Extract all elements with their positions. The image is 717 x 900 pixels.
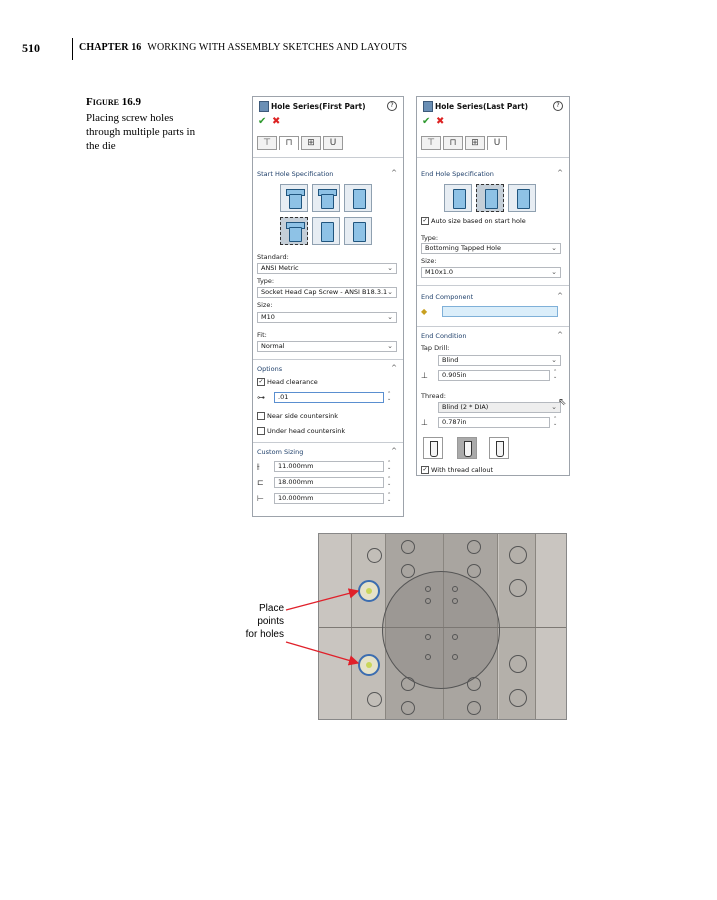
tab-middle-hole-icon[interactable]: ⊓ xyxy=(443,136,463,150)
chapter-title: WORKING WITH ASSEMBLY SKETCHES AND LAYOUTS xyxy=(147,42,408,53)
thread-select[interactable] xyxy=(438,402,561,413)
type-value: Socket Head Cap Screw - ANSI B18.3.1 xyxy=(261,288,388,296)
bolt-hole xyxy=(367,548,382,563)
pin-hole xyxy=(425,654,431,660)
size-select[interactable] xyxy=(421,267,561,278)
separator xyxy=(417,326,569,327)
help-icon[interactable]: ? xyxy=(553,101,563,111)
chevron-down-icon: ⌄ xyxy=(387,342,393,350)
bolt-hole xyxy=(509,655,527,673)
chapter-label: CHAPTER 16 xyxy=(79,42,142,53)
chevron-down-icon: ⌄ xyxy=(551,403,557,411)
hole-series-first-part-panel xyxy=(252,96,404,517)
pin-hole xyxy=(452,586,458,592)
auto-size-label: Auto size based on start hole xyxy=(431,217,526,225)
pipe-tap-hole-button[interactable] xyxy=(344,217,372,245)
head-clearance-input[interactable]: .01 xyxy=(274,392,384,403)
type-select[interactable] xyxy=(257,287,397,298)
tab-part-selection-icon[interactable]: ⊞ xyxy=(465,136,485,150)
figure-caption: Placing screw holes through multiple parts in the die xyxy=(86,112,196,152)
separator xyxy=(417,285,569,286)
chapter-header xyxy=(79,42,407,53)
size-label: Size: xyxy=(421,257,437,265)
spinner-icon[interactable]: ⌃ ⌄ xyxy=(387,460,392,471)
tapped-hole-button[interactable] xyxy=(312,217,340,245)
spinner-icon[interactable]: ⌃ ⌄ xyxy=(553,416,558,427)
head-clearance-icon: ⊶ xyxy=(257,393,265,402)
chevron-down-icon: ⌄ xyxy=(551,244,557,252)
under-head-countersink-checkbox[interactable] xyxy=(257,427,345,435)
size-label: Size: xyxy=(257,301,273,309)
thread-option-drill-button[interactable] xyxy=(423,437,443,459)
custom-size-input-1[interactable]: 11.000mm xyxy=(274,461,384,472)
fit-label: Fit: xyxy=(257,331,267,339)
auto-size-checkbox[interactable] xyxy=(421,217,526,225)
fit-value: Normal xyxy=(261,342,285,350)
bolt-hole xyxy=(467,701,481,715)
head-clearance-label: Head clearance xyxy=(267,378,318,386)
collapse-chevron-icon[interactable]: ^ xyxy=(557,292,563,300)
diameter-size-icon: ⫲ xyxy=(257,462,260,471)
tapped-hole-button[interactable] xyxy=(444,184,472,212)
straight-hole-button[interactable] xyxy=(344,184,372,212)
collapse-chevron-icon[interactable]: ^ xyxy=(391,447,397,455)
checkbox-checked-icon: ✓ xyxy=(422,217,428,224)
head-diameter-icon: ⊏ xyxy=(257,478,264,487)
help-icon[interactable]: ? xyxy=(387,101,397,111)
type-value: Bottoming Tapped Hole xyxy=(425,244,501,252)
pin-hole xyxy=(452,654,458,660)
tab-end-hole-icon[interactable]: U xyxy=(487,136,507,150)
arrow-to-lower-point xyxy=(286,642,358,663)
section-end-condition: End Condition xyxy=(421,332,467,340)
checkbox-empty-icon xyxy=(257,427,265,435)
section-end-component: End Component xyxy=(421,293,474,301)
thread-label: Thread: xyxy=(421,392,446,400)
standard-select[interactable] xyxy=(257,263,397,274)
tap-drill-value: Blind xyxy=(442,356,459,364)
hole-series-icon xyxy=(259,101,269,112)
page-number: 510 xyxy=(22,41,40,55)
collapse-chevron-icon[interactable]: ^ xyxy=(391,169,397,177)
bottoming-tapped-hole-button[interactable] xyxy=(476,184,504,212)
bolt-hole xyxy=(367,692,382,707)
spinner-icon[interactable]: ⌃ ⌄ xyxy=(553,369,558,380)
pin-hole xyxy=(425,586,431,592)
size-value: M10x1.0 xyxy=(425,268,454,276)
straight-hole-button[interactable] xyxy=(508,184,536,212)
bolt-hole xyxy=(509,546,527,564)
size-value: M10 xyxy=(261,313,275,321)
near-side-countersink-checkbox[interactable] xyxy=(257,412,338,420)
bolt-hole xyxy=(509,689,527,707)
section-options: Options xyxy=(257,365,283,373)
bolt-hole xyxy=(509,579,527,597)
under-head-countersink-label: Under head countersink xyxy=(267,427,346,435)
countersink-hole-button[interactable] xyxy=(312,184,340,212)
panel-title: Hole Series(Last Part) xyxy=(435,102,529,111)
tab-middle-hole-icon[interactable]: ⊓ xyxy=(279,136,299,150)
ok-check-icon[interactable]: ✔ xyxy=(258,116,267,127)
arrow-to-upper-point xyxy=(286,591,358,610)
type-select[interactable] xyxy=(421,243,561,254)
chevron-down-icon: ⌄ xyxy=(551,356,557,364)
pin-hole xyxy=(452,634,458,640)
checkbox-checked-icon: ✓ xyxy=(422,466,428,473)
checkbox-checked-icon: ✓ xyxy=(258,378,264,385)
spinner-icon[interactable]: ⌃ ⌄ xyxy=(387,492,392,503)
thread-depth-icon: ⊥ xyxy=(421,418,428,427)
collapse-chevron-icon[interactable]: ^ xyxy=(557,331,563,339)
tab-part-selection-icon[interactable]: ⊞ xyxy=(301,136,321,150)
cancel-x-icon[interactable]: ✖ xyxy=(436,116,445,127)
thread-callout-label: With thread callout xyxy=(431,466,494,474)
standard-value: ANSI Metric xyxy=(261,264,299,272)
collapse-chevron-icon[interactable]: ^ xyxy=(391,364,397,372)
bolt-hole xyxy=(401,677,415,691)
header-divider xyxy=(72,38,73,60)
chevron-down-icon: ⌄ xyxy=(551,268,557,276)
callout-label: Place points for holes xyxy=(245,603,284,640)
bolt-hole xyxy=(467,540,481,554)
thread-option-cosmetic-button[interactable] xyxy=(489,437,509,459)
punch-circle xyxy=(382,571,500,689)
type-label: Type: xyxy=(257,277,275,285)
hole-series-icon xyxy=(423,101,433,112)
separator xyxy=(253,359,403,360)
bolt-hole xyxy=(401,564,415,578)
tap-drill-depth-input[interactable]: 0.905in xyxy=(438,370,550,381)
custom-size-input-2[interactable]: 18.000mm xyxy=(274,477,384,488)
end-component-selection-box[interactable] xyxy=(442,306,558,317)
separator xyxy=(253,157,403,158)
fit-select[interactable] xyxy=(257,341,397,352)
tap-drill-select[interactable] xyxy=(438,355,561,366)
thread-option-tapped-button[interactable] xyxy=(457,437,477,459)
custom-size-input-3[interactable]: 10.000mm xyxy=(274,493,384,504)
separator xyxy=(417,157,569,158)
spinner-icon[interactable]: ⌃ ⌄ xyxy=(387,391,392,402)
chevron-down-icon: ⌄ xyxy=(387,288,393,296)
socket-head-hole-button[interactable] xyxy=(280,217,308,245)
pin-hole xyxy=(425,634,431,640)
type-label: Type: xyxy=(421,234,439,242)
section-custom-sizing: Custom Sizing xyxy=(257,448,304,456)
spinner-icon[interactable]: ⌃ ⌄ xyxy=(387,476,392,487)
thread-callout-checkbox[interactable] xyxy=(421,466,493,474)
pin-hole xyxy=(425,598,431,604)
bolt-hole xyxy=(467,677,481,691)
bolt-hole xyxy=(401,540,415,554)
figure-title: Figure 16.9 xyxy=(86,96,141,108)
chevron-down-icon: ⌄ xyxy=(387,313,393,321)
counterbore-hole-button[interactable] xyxy=(280,184,308,212)
mouse-cursor-icon: ⇖ xyxy=(558,397,567,408)
standard-label: Standard: xyxy=(257,253,289,261)
bolt-hole xyxy=(401,701,415,715)
head-depth-icon: ⊢ xyxy=(257,494,264,503)
pin-hole xyxy=(452,598,458,604)
cancel-x-icon[interactable]: ✖ xyxy=(272,116,281,127)
depth-icon: ⊥ xyxy=(421,371,428,380)
tap-drill-label: Tap Drill: xyxy=(421,344,450,352)
thread-value: Blind (2 * DIA) xyxy=(442,403,489,411)
bolt-hole xyxy=(467,564,481,578)
collapse-chevron-icon[interactable]: ^ xyxy=(557,169,563,177)
section-end-hole-specification: End Hole Specification xyxy=(421,170,494,178)
tab-start-hole-icon[interactable]: ⊤ xyxy=(421,136,441,150)
hole-series-last-part-panel xyxy=(416,96,570,476)
ok-check-icon[interactable]: ✔ xyxy=(422,116,431,127)
tab-end-hole-icon[interactable]: U xyxy=(323,136,343,150)
near-side-countersink-label: Near side countersink xyxy=(267,412,339,420)
head-clearance-checkbox[interactable] xyxy=(257,378,318,386)
checkbox-empty-icon xyxy=(257,412,265,420)
size-select[interactable] xyxy=(257,312,397,323)
panel-title: Hole Series(First Part) xyxy=(271,102,366,111)
callout-arrows xyxy=(280,580,380,670)
tab-start-hole-icon[interactable]: ⊤ xyxy=(257,136,277,150)
chevron-down-icon: ⌄ xyxy=(387,264,393,272)
section-start-hole-specification: Start Hole Specification xyxy=(257,170,334,178)
thread-depth-input[interactable]: 0.787in xyxy=(438,417,550,428)
separator xyxy=(253,442,403,443)
component-icon: ◆ xyxy=(421,307,428,316)
